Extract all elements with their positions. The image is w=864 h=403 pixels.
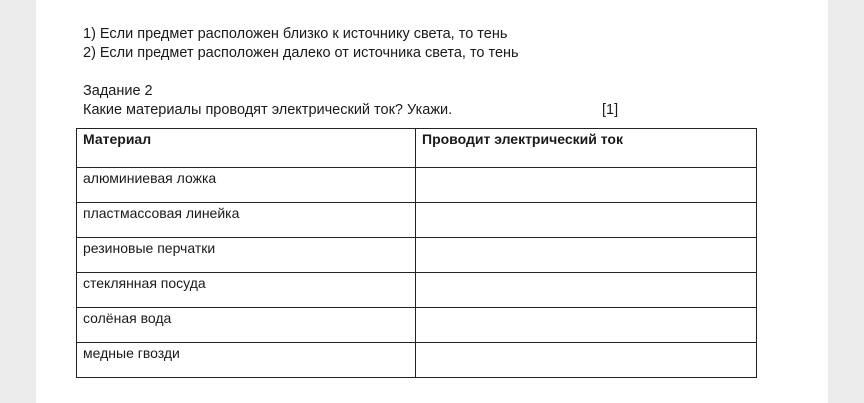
material-cell: солёная вода [77,308,416,343]
table-row [77,343,757,378]
materials-table [76,128,757,378]
table-row [77,168,757,203]
answer-cell[interactable] [416,203,757,238]
task-question: Какие материалы проводят электрический ток? Укажи. [83,102,453,118]
task-title: Задание 2 [83,83,153,99]
material-cell: алюминиевая ложка [77,168,416,203]
table-header-row [77,129,757,168]
intro-line-1: 1) Если предмет расположен близко к источнику света, то тень [83,26,508,42]
answer-cell[interactable] [416,168,757,203]
worksheet-page [36,0,828,403]
material-cell: стеклянная посуда [77,273,416,308]
material-cell: резиновые перчатки [77,238,416,273]
table-row [77,238,757,273]
answer-cell[interactable] [416,238,757,273]
table-row [77,203,757,238]
answer-cell[interactable] [416,308,757,343]
header-conducts: Проводит электрический ток [416,129,757,168]
task-points: [1] [602,102,619,118]
table-row [77,308,757,343]
answer-cell[interactable] [416,343,757,378]
material-cell: медные гвозди [77,343,416,378]
intro-line-2: 2) Если предмет расположен далеко от источника света, то тень [83,45,519,61]
answer-cell[interactable] [416,273,757,308]
material-cell: пластмассовая линейка [77,203,416,238]
header-material: Материал [77,129,416,168]
table-row [77,273,757,308]
